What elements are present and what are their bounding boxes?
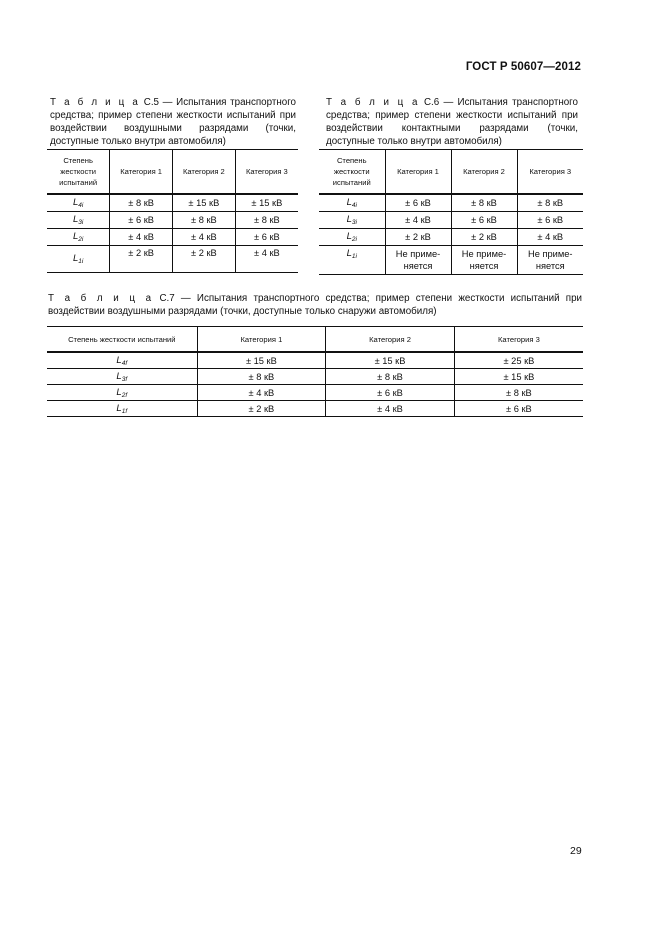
value-cell: ± 4 кВ xyxy=(517,229,583,246)
column-header: Категория 2 xyxy=(173,150,236,195)
table-row xyxy=(47,352,583,369)
value-cell: ± 2 кВ xyxy=(110,246,173,273)
table-header-row xyxy=(319,150,583,195)
value-cell: ± 4 кВ xyxy=(110,229,173,246)
value-cell: ± 6 кВ xyxy=(326,385,455,401)
document-code: ГОСТ Р 50607—2012 xyxy=(465,61,581,73)
level-cell: $L_{1f}$ xyxy=(47,401,197,417)
column-header: Степень жесткости испытаний xyxy=(47,327,197,353)
column-header: Категория 3 xyxy=(235,150,298,195)
table-row xyxy=(47,401,583,417)
page-number: 29 xyxy=(570,845,582,857)
level-cell: $L_{3f}$ xyxy=(47,369,197,385)
column-header: Категория 1 xyxy=(385,150,451,195)
value-cell: ± 8 кВ xyxy=(454,385,583,401)
value-cell: ± 2 кВ xyxy=(385,229,451,246)
value-cell: ± 2 кВ xyxy=(451,229,517,246)
table-label: Т а б л и ц а xyxy=(326,97,420,108)
table-row xyxy=(319,229,583,246)
value-cell: Не приме- няется xyxy=(451,246,517,275)
value-cell: ± 4 кВ xyxy=(326,401,455,417)
level-cell: $L_{4f}$ xyxy=(47,352,197,369)
value-cell: ± 8 кВ xyxy=(326,369,455,385)
value-cell: ± 4 кВ xyxy=(197,385,326,401)
value-cell: ± 6 кВ xyxy=(235,229,298,246)
table-row xyxy=(47,385,583,401)
table-row xyxy=(319,194,583,212)
value-cell: ± 15 кВ xyxy=(235,194,298,212)
table-label: Т а б л и ц а xyxy=(50,97,141,108)
table-row xyxy=(47,212,298,229)
table-label: Т а б л и ц а xyxy=(48,293,154,304)
table-header-row xyxy=(47,150,298,195)
table-caption-text: С.5 — Испытания транспортного средства; пример степени жесткости испытаний при воздействии воздушными разрядами (точки, доступные только внутри автомобиля) xyxy=(50,97,296,147)
column-header: Категория 2 xyxy=(451,150,517,195)
value-cell: ± 4 кВ xyxy=(235,246,298,273)
value-cell: ± 2 кВ xyxy=(173,246,236,273)
value-cell: ± 8 кВ xyxy=(451,194,517,212)
value-cell: ± 4 кВ xyxy=(385,212,451,229)
value-cell: ± 15 кВ xyxy=(197,352,326,369)
level-cell: $L_{3i}$ xyxy=(319,212,385,229)
value-cell: ± 15 кВ xyxy=(173,194,236,212)
level-cell: $L_{3i}$ xyxy=(47,212,110,229)
level-cell: $L_{4i}$ xyxy=(319,194,385,212)
table-caption-text: С.7 — Испытания транспортного средства; пример степени жесткости испытаний при воздействии воздушными разрядами (точки, доступные только снаружи автомобиля) xyxy=(48,293,582,317)
level-cell: $L_{2i}$ xyxy=(319,229,385,246)
table-row xyxy=(319,246,583,275)
value-cell: ± 15 кВ xyxy=(454,369,583,385)
table-row xyxy=(319,212,583,229)
value-cell: ± 8 кВ xyxy=(110,194,173,212)
table-row xyxy=(47,194,298,212)
table-header-row xyxy=(47,327,583,353)
table-5-caption xyxy=(50,96,296,148)
column-header: Категория 1 xyxy=(110,150,173,195)
value-cell: ± 15 кВ xyxy=(326,352,455,369)
column-header: Степень жесткости испытаний xyxy=(319,150,385,195)
value-cell: ± 8 кВ xyxy=(235,212,298,229)
value-cell: ± 6 кВ xyxy=(385,194,451,212)
level-cell: $L_{1i}$ xyxy=(319,246,385,275)
table-6-caption xyxy=(326,96,578,148)
column-header: Категория 3 xyxy=(517,150,583,195)
table-row xyxy=(47,229,298,246)
level-cell: $L_{2i}$ xyxy=(47,229,110,246)
table-7-caption xyxy=(48,292,582,318)
column-header: Категория 2 xyxy=(326,327,455,353)
table-row xyxy=(47,246,298,273)
value-cell: ± 6 кВ xyxy=(454,401,583,417)
column-header: Категория 1 xyxy=(197,327,326,353)
value-cell: ± 8 кВ xyxy=(173,212,236,229)
value-cell: ± 6 кВ xyxy=(110,212,173,229)
table-7 xyxy=(47,326,583,417)
level-cell: $L_{4i}$ xyxy=(47,194,110,212)
column-header: Степень жесткости испытаний xyxy=(47,150,110,195)
table-caption-text: С.6 — Испытания транспортного средства; пример степени жесткости испытаний при воздействии контактными разрядами (точки, доступные только внутри автомобиля) xyxy=(326,97,578,147)
level-cell: $L_{2f}$ xyxy=(47,385,197,401)
value-cell: ± 4 кВ xyxy=(173,229,236,246)
level-cell: $L_{1i}$ xyxy=(47,246,110,273)
value-cell: Не приме- няется xyxy=(517,246,583,275)
table-row xyxy=(47,369,583,385)
value-cell: Не приме- няется xyxy=(385,246,451,275)
value-cell: ± 2 кВ xyxy=(197,401,326,417)
value-cell: ± 8 кВ xyxy=(517,194,583,212)
table-5 xyxy=(47,149,298,273)
value-cell: ± 8 кВ xyxy=(197,369,326,385)
value-cell: ± 6 кВ xyxy=(517,212,583,229)
value-cell: ± 25 кВ xyxy=(454,352,583,369)
column-header: Категория 3 xyxy=(454,327,583,353)
value-cell: ± 6 кВ xyxy=(451,212,517,229)
table-6 xyxy=(319,149,583,275)
